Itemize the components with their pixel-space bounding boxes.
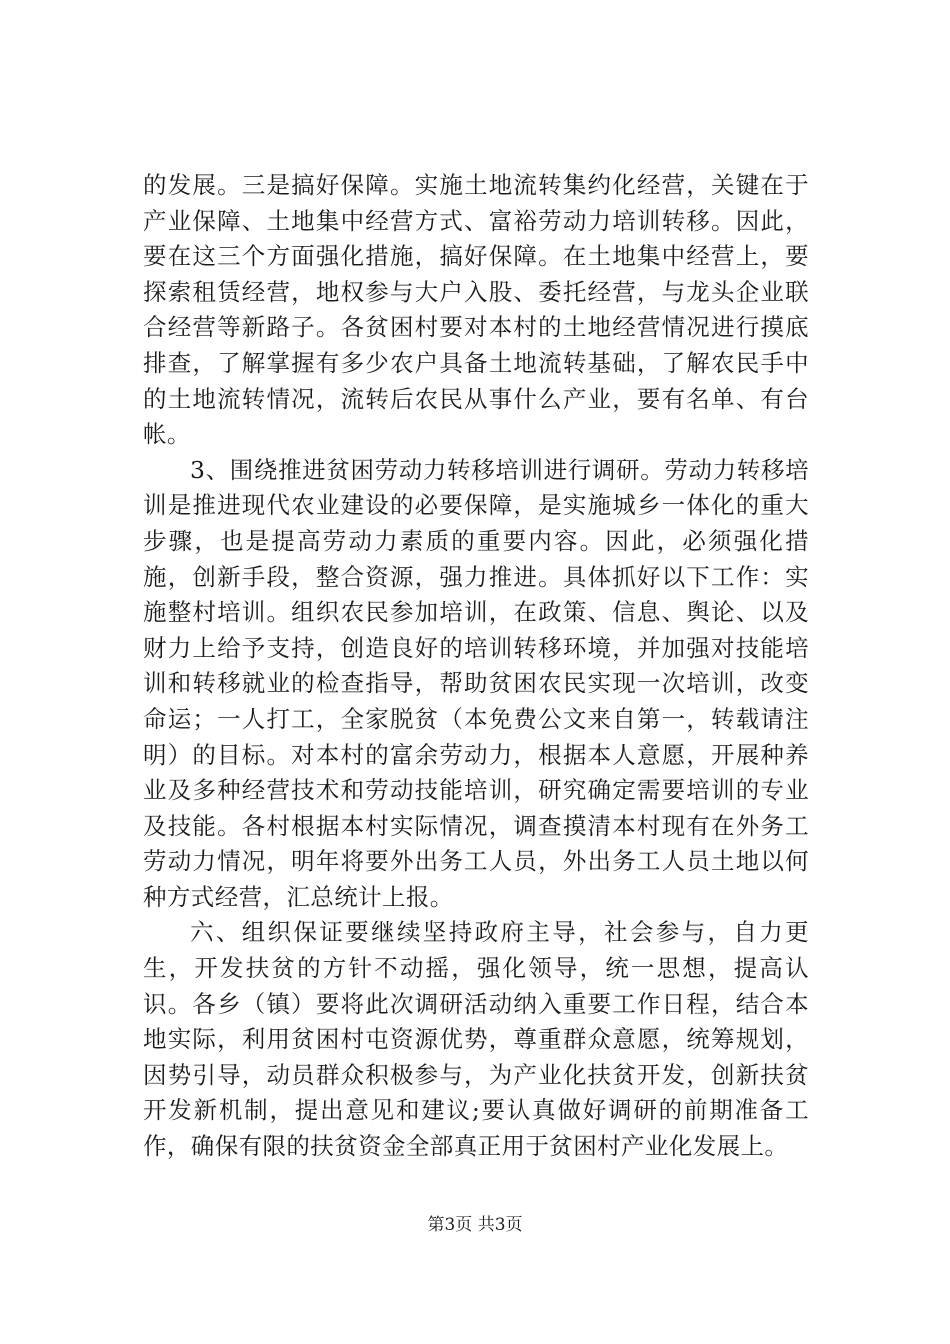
document-body — [143, 168, 809, 1165]
page-footer — [0, 1213, 950, 1237]
paragraph-labor-training: 3、围绕推进贫困劳动力转移培训进行调研。劳动力转移培训是推进现代农业建设的必要保障，是实施城乡一体化的重大步骤，也是提高劳动力素质的重要内容。因此，必须强化措施，创新手段，整合资源，强力推进。具体抓好以下工作：实施整村培训。组织农民参加培训，在政策、信息、舆论、以及财力上给予支持，创造良好的培训转移环境，并加强对技能培训和转移就业的检查指导，帮助贫困农民实现一次培训，改变命运；一人打工，全家脱贫（本免费公文来自第一，转载请注明）的目标。对本村的富余劳动力，根据本人意愿，开展种养业及多种经营技术和劳动技能培训，研究确定需要培训的专业及技能。各村根据本村实际情况，调查摸清本村现有在外务工劳动力情况，明年将要外出务工人员，外出务工人员土地以何种方式经营，汇总统计上报。 — [143, 455, 809, 911]
paragraph-organization-guarantee: 六、组织保证要继续坚持政府主导，社会参与，自力更生，开发扶贫的方针不动摇，强化领导，统一思想，提高认识。各乡（镇）要将此次调研活动纳入重要工作日程，结合本地实际，利用贫困村屯资源优势，尊重群众意愿，统筹规划，因势引导，动员群众积极参与，为产业化扶贫开发，创新扶贫开发新机制，提出意见和建议;要认真做好调研的前期准备工作，确保有限的扶贫资金全部真正用于贫困村产业化发展上。 — [143, 918, 809, 1161]
paragraph-land-guarantee: 的发展。三是搞好保障。实施土地流转集约化经营，关键在于产业保障、土地集中经营方式、富裕劳动力培训转移。因此，要在这三个方面强化措施，搞好保障。在土地集中经营上，要探索租赁经营，地权参与大户入股、委托经营，与龙头企业联合经营等新路子。各贫困村要对本村的土地经营情况进行摸底排查，了解掌握有多少农户具备土地流转基础，了解农民手中的土地流转情况，流转后农民从事什么产业，要有名单、有台帐。 — [143, 171, 809, 449]
page-number: 第3页 共3页 — [427, 1215, 523, 1235]
